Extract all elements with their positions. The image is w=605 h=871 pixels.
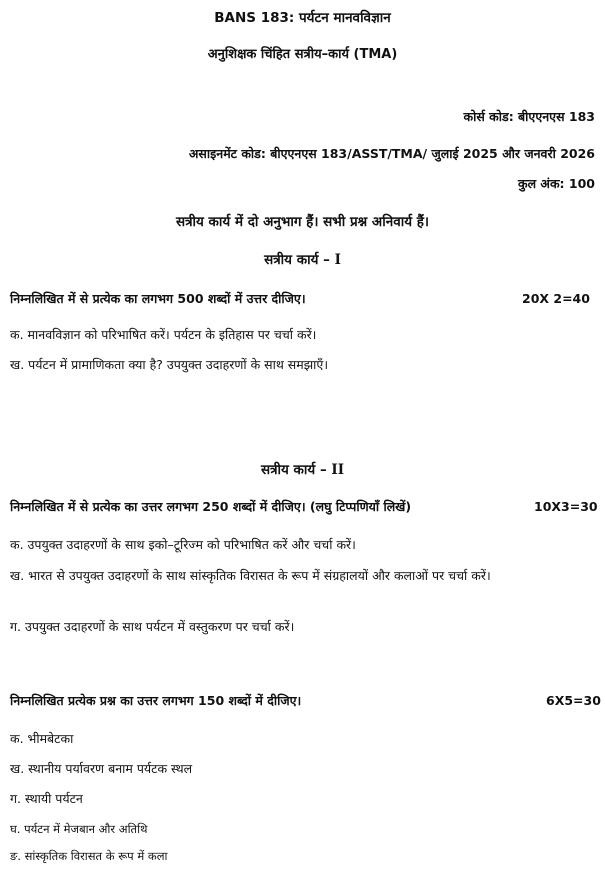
- section-1-instruction: निम्नलिखित में से प्रत्येक का लगभग 500 शब्दों में उत्तर दीजिए।: [10, 291, 306, 306]
- section-1-question-a: क. मानवविज्ञान को परिभाषित करें। पर्यटन के इतिहास पर चर्चा करें।: [10, 327, 317, 342]
- document-subtitle: अनुशिक्षक चिंहित सत्रीय–कार्य (TMA): [207, 47, 398, 62]
- section-2-question-a: क. उपयुक्त उदाहरणों के साथ इको–टूरिज्म को परिभाषित करें और चर्चा करें।: [10, 537, 356, 552]
- section-1-title: [0, 250, 605, 268]
- section-3-item-c: ग. स्थायी पर्यटन: [10, 791, 83, 806]
- section-3-marks: 6X5=30: [546, 693, 601, 708]
- section-1-title-text: सत्रीय कार्य –: [264, 252, 335, 268]
- section-2-instruction: निम्नलिखित में से प्रत्येक का उत्तर लगभग 250 शब्दों में दीजिए। (लघु टिप्पणियाँ लिखें): [10, 499, 412, 514]
- section-1-roman: I: [334, 252, 341, 268]
- section-2-marks: 10X3=30: [534, 499, 598, 514]
- section-3-item-d: घ. पर्यटन में मेजबान और अतिथि: [10, 822, 148, 836]
- section-1-marks: 20X 2=40: [522, 291, 590, 306]
- section-2-roman: II: [331, 462, 345, 478]
- assignment-code: असाइनमेंट कोड: बीएएनएस 183/ASST/TMA/ जुलाई 2025 और जनवरी 2026: [188, 146, 595, 161]
- total-marks: कुल अंक: 100: [517, 176, 595, 191]
- section-3-item-a: क. भीमबेटका: [10, 731, 74, 746]
- section-2-question-c: ग. उपयुक्त उदाहरणों के साथ पर्यटन में वस्तुकरण पर चर्चा करें।: [10, 619, 295, 634]
- instructions: सत्रीय कार्य में दो अनुभाग हैं। सभी प्रश्न अनिवार्य हैं।: [175, 214, 430, 230]
- section-3-instruction: निम्नलिखित प्रत्येक प्रश्न का उत्तर लगभग 150 शब्दों में दीजिए।: [10, 693, 302, 708]
- section-2-question-b: ख. भारत से उपयुक्त उदाहरणों के साथ सांस्कृतिक विरासत के रूप में संग्रहालयों और कलाओं पर चर्चा करें।: [10, 568, 491, 583]
- course-code: कोर्स कोड: बीएएनएस 183: [463, 109, 595, 124]
- section-1-question-b: ख. पर्यटन में प्रामाणिकता क्या है? उपयुक्त उदाहरणों के साथ समझाएँ।: [10, 357, 329, 372]
- section-2-title: [0, 460, 605, 478]
- course-title: BANS 183: पर्यटन मानवविज्ञान: [214, 10, 391, 26]
- section-2-title-text: सत्रीय कार्य –: [260, 462, 332, 478]
- section-3-item-e: ङ. सांस्कृतिक विरासत के रूप में कला: [10, 849, 168, 863]
- section-3-item-b: ख. स्थानीय पर्यावरण बनाम पर्यटक स्थल: [10, 761, 193, 776]
